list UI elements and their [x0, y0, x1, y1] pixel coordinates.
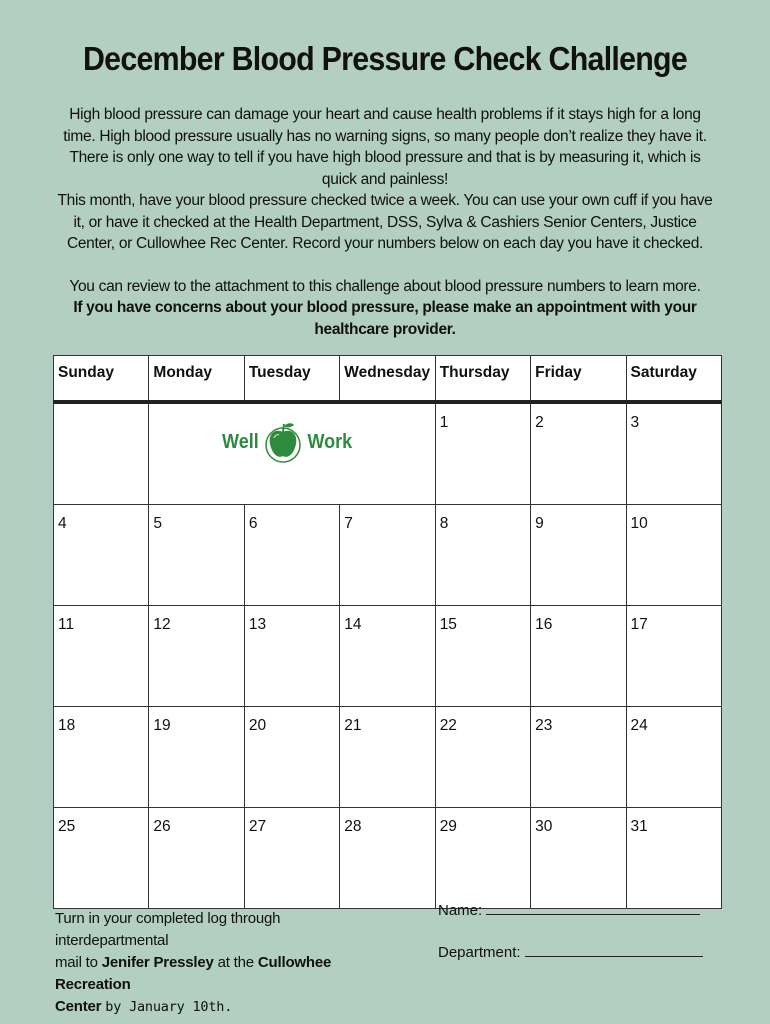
calendar-day-cell: 25: [54, 808, 149, 909]
contact-person: Jenifer Pressley: [101, 954, 214, 971]
calendar-week-row: [54, 606, 722, 707]
calendar-day-cell: 2: [531, 402, 626, 505]
calendar-week-row: [54, 402, 722, 505]
calendar-day-cell: 17: [626, 606, 721, 707]
calendar-header-row: [54, 356, 722, 403]
day-header-sunday: Sunday: [54, 356, 149, 403]
calendar-day-cell: 7: [340, 505, 435, 606]
intro-paragraph-3: You can review to the attachment to this challenge about blood pressure numbers to learn more.: [69, 278, 701, 295]
calendar-day-cell: [54, 402, 149, 505]
department-label: Department:: [438, 944, 521, 961]
calendar-day-cell: 4: [54, 505, 149, 606]
at-the-text: at the: [217, 954, 254, 971]
calendar-day-cell: 30: [531, 808, 626, 909]
intro-paragraph-4: If you have concerns about your blood pressure, please make an appointment with your healthcare provider.: [73, 299, 697, 338]
turn-in-instructions: [55, 908, 395, 1018]
calendar-day-cell: 26: [149, 808, 244, 909]
mail-to-text: mail to: [55, 954, 98, 971]
logo-word-well: Well: [221, 430, 259, 453]
intro-paragraph-2: This month, have your blood pressure checked twice a week. You can use your own cuff if you have it, or have it checked at the Health Department, DSS, Sylva & Cashiers Senior Centers, Justice Center, or Cullowhee Rec Center. Record your numbers below on each day you have it checked.: [57, 192, 713, 252]
calendar-week-row: [54, 505, 722, 606]
day-header-friday: Friday: [531, 356, 626, 403]
logo-word-work: Work: [307, 430, 352, 453]
calendar-day-cell: 5: [149, 505, 244, 606]
name-blank-line[interactable]: [486, 902, 700, 915]
instructions-line-1: Turn in your completed log through interdepartmental: [55, 910, 281, 949]
page-title: December Blood Pressure Check Challenge: [82, 40, 688, 77]
calendar-day-cell: 29: [435, 808, 530, 909]
calendar-day-cell: 18: [54, 707, 149, 808]
calendar-day-cell: 23: [531, 707, 626, 808]
calendar-day-cell: 1: [435, 402, 530, 505]
calendar-day-cell: 31: [626, 808, 721, 909]
intro-paragraph-1: High blood pressure can damage your heart and cause health problems if it stays high for a long time. High blood pressure usually has no warning signs, so many people don’t realize they have it. There is only one way to tell if you have high blood pressure and that is by measuring it, which is quick and painless!: [63, 106, 707, 188]
calendar-table: [53, 355, 722, 909]
day-header-monday: Monday: [149, 356, 244, 403]
calendar-day-cell: 3: [626, 402, 721, 505]
calendar-day-cell: 12: [149, 606, 244, 707]
calendar-day-cell: 28: [340, 808, 435, 909]
due-date: by January 10th.: [105, 999, 233, 1015]
calendar-day-cell: 13: [244, 606, 339, 707]
wellwork-logo: [153, 420, 430, 464]
department-field-row: [438, 944, 728, 961]
calendar-week-row: [54, 808, 722, 909]
calendar-day-cell: 19: [149, 707, 244, 808]
calendar-day-cell: 8: [435, 505, 530, 606]
calendar-day-cell: 14: [340, 606, 435, 707]
logo-cell: [149, 402, 435, 505]
calendar-day-cell: 21: [340, 707, 435, 808]
day-header-tuesday: Tuesday: [244, 356, 339, 403]
calendar-day-cell: 22: [435, 707, 530, 808]
calendar-day-cell: 20: [244, 707, 339, 808]
location-name-part1: Cullowhee Recreation: [55, 954, 332, 993]
apple-icon: [263, 420, 303, 464]
name-label: Name:: [438, 902, 483, 919]
calendar-day-cell: 9: [531, 505, 626, 606]
day-header-saturday: Saturday: [626, 356, 721, 403]
location-name-part2: Center: [55, 998, 102, 1015]
department-blank-line[interactable]: [525, 944, 703, 957]
day-header-wednesday: Wednesday: [340, 356, 435, 403]
day-header-thursday: Thursday: [435, 356, 530, 403]
calendar-day-cell: 10: [626, 505, 721, 606]
calendar-day-cell: 6: [244, 505, 339, 606]
calendar-day-cell: 16: [531, 606, 626, 707]
calendar-day-cell: 27: [244, 808, 339, 909]
calendar-day-cell: 15: [435, 606, 530, 707]
calendar-week-row: [54, 707, 722, 808]
name-field-row: [438, 902, 728, 919]
calendar-day-cell: 24: [626, 707, 721, 808]
calendar-day-cell: 11: [54, 606, 149, 707]
